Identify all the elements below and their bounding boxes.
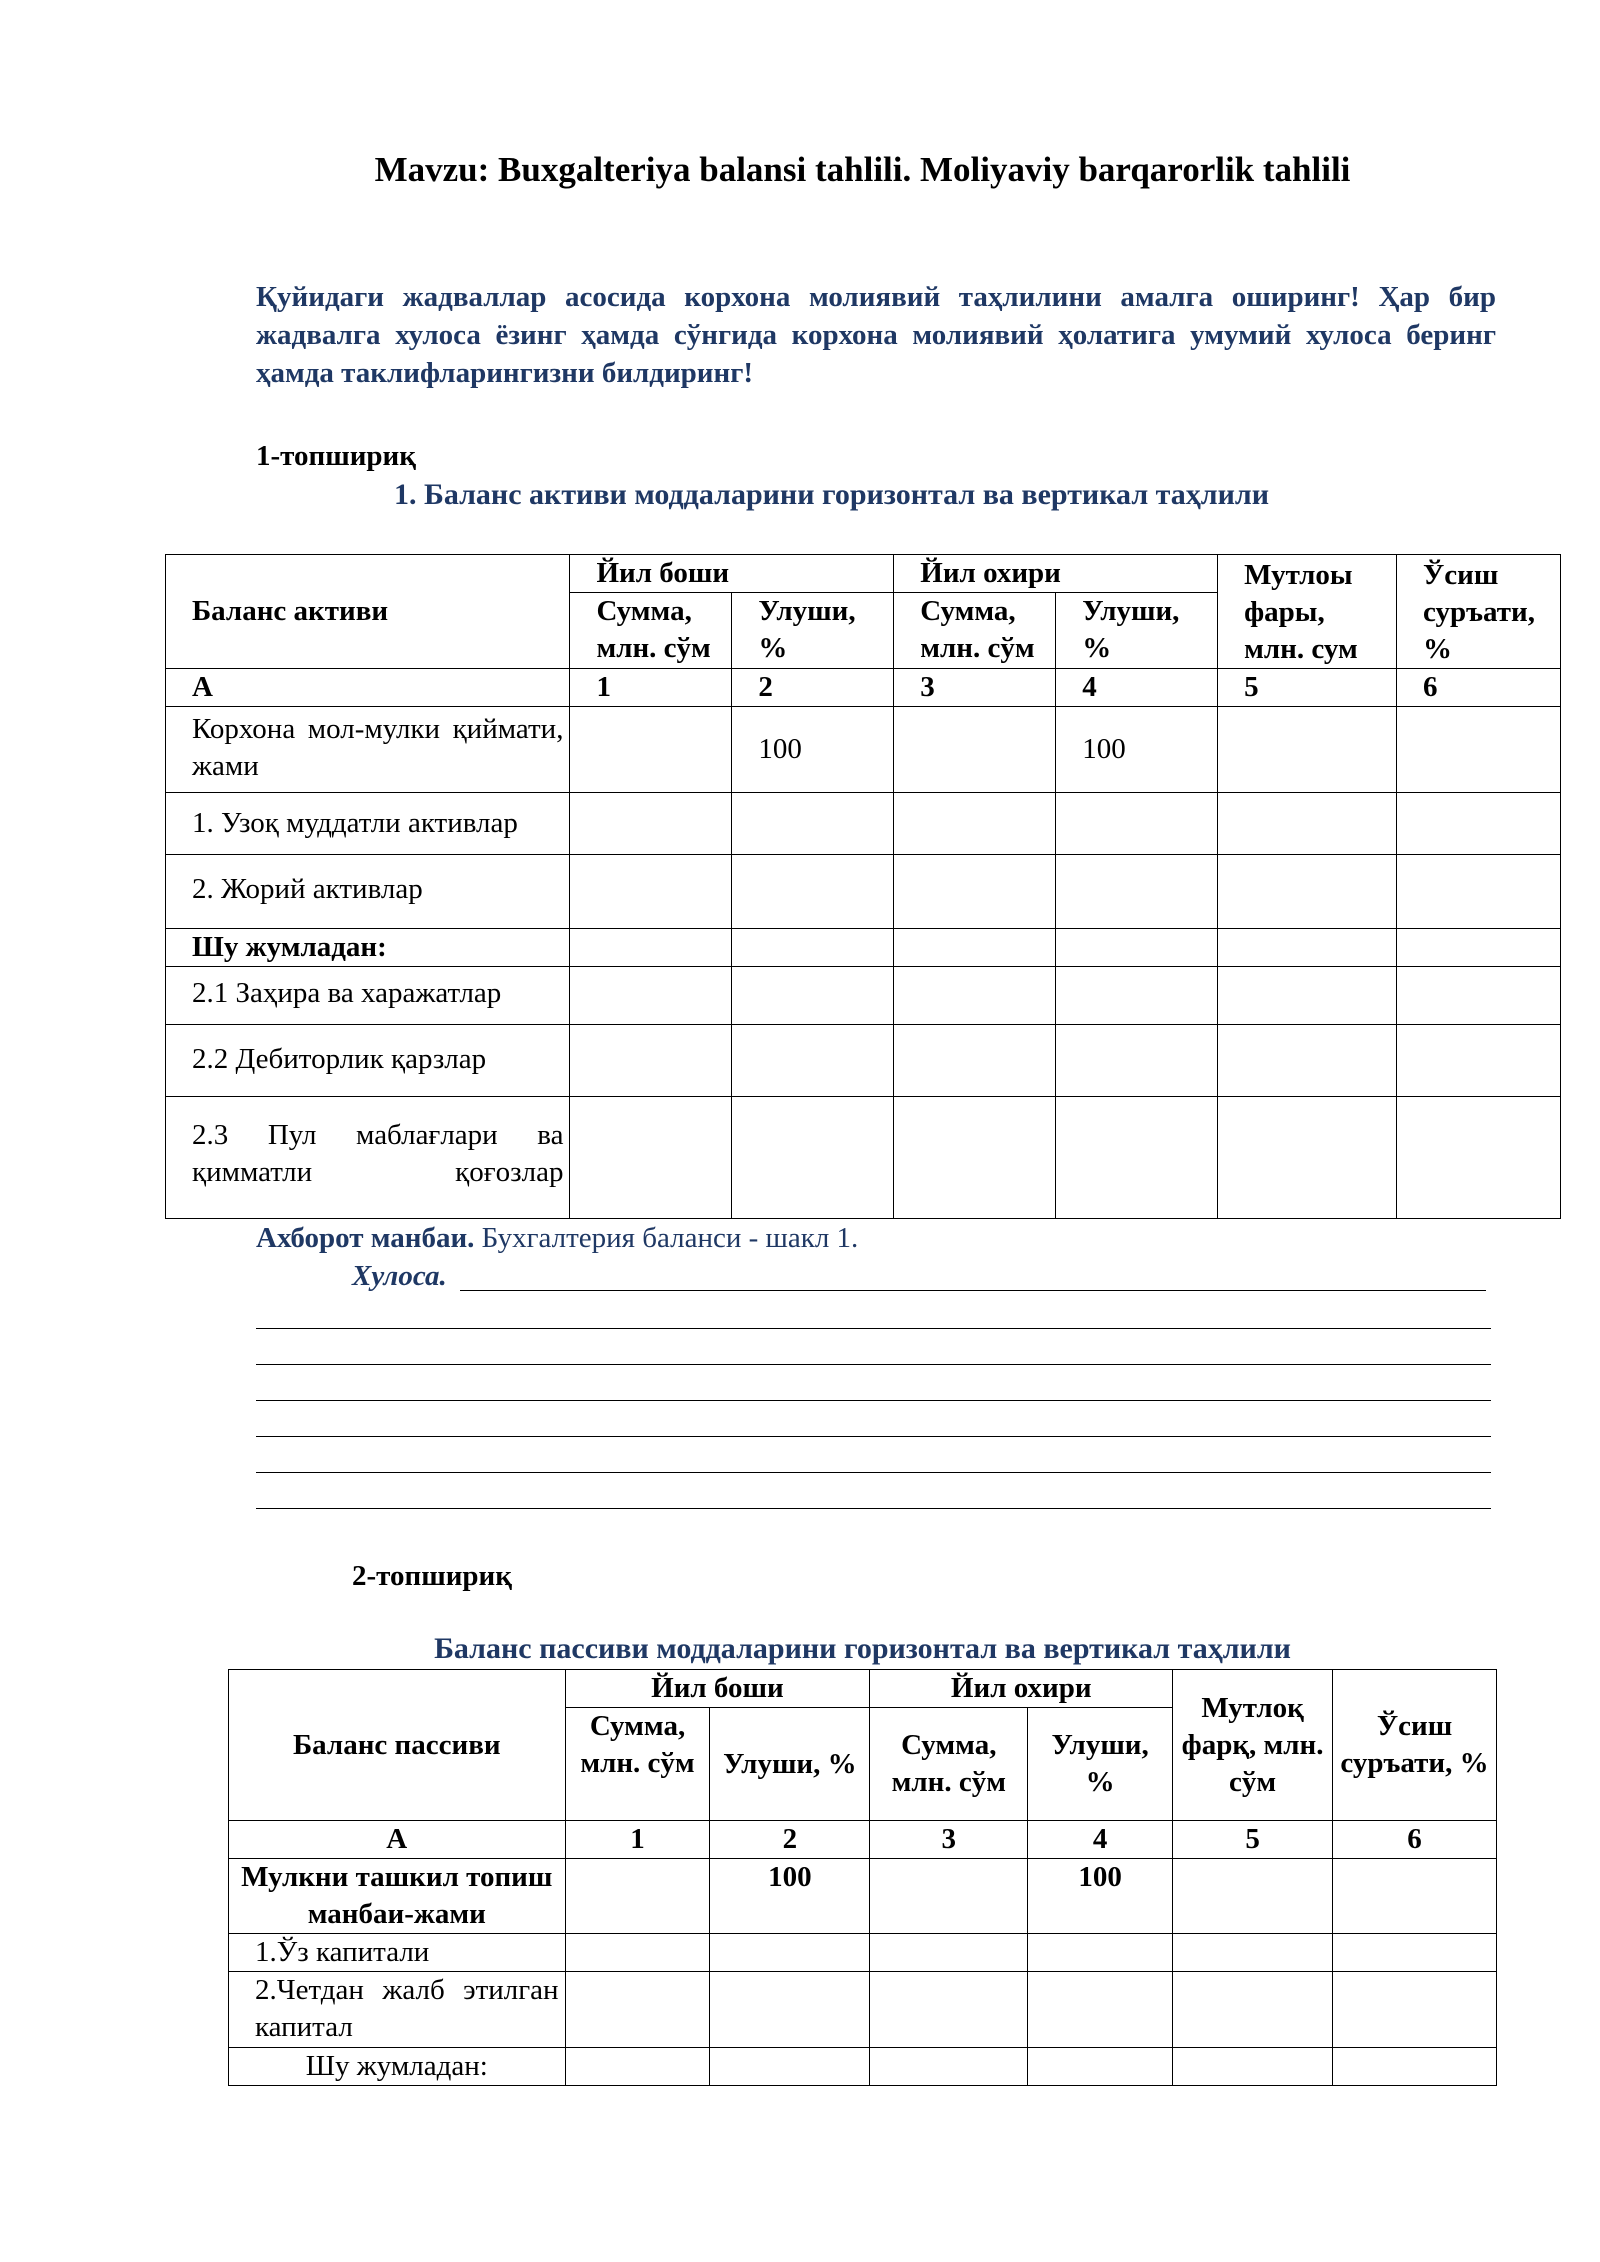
row-label: Мулкни ташкил топиш манбаи-жами [229,1859,566,1934]
row-label: Шу жумладан: [166,929,570,967]
col-header-sum: Сумма, млн. сўм [870,1708,1028,1821]
group-year-start: Йил боши [565,1670,870,1708]
col-number: А [166,669,570,707]
table-row [166,793,1561,855]
row-value: 100 [1056,707,1218,793]
col-header-share: Улуши, % [710,1708,870,1821]
row-label: 2.Четдан жалб этилган капитал [229,1972,566,2048]
row-value: 100 [1028,1859,1173,1934]
answer-line [256,1508,1491,1509]
col-header-main: Баланс пассиви [229,1670,566,1821]
row-label: 2.2 Дебиторлик қарзлар [166,1025,570,1097]
row-label: 2. Жорий активлар [166,855,570,929]
group-year-end: Йил охири [870,1670,1173,1708]
col-number: 6 [1333,1821,1497,1859]
col-number: 5 [1173,1821,1333,1859]
col-header-share: Улуши, % [732,593,894,669]
col-header-abs: Мутлоы фары, млн. сум [1218,555,1397,669]
table-row [166,707,1561,793]
source-note [256,1222,858,1255]
liabilities-table [228,1669,1497,2086]
col-number: 4 [1056,669,1218,707]
task1-subtitle: 1. Баланс активи моддаларини горизонтал ва вертикал таҳлили [394,478,1269,511]
answer-line [256,1436,1491,1437]
col-header-share: Улуши, % [1028,1708,1173,1821]
col-number: 2 [710,1821,870,1859]
table-row [229,1934,1497,1972]
col-number: 1 [565,1821,710,1859]
task2-subtitle: Баланс пассиви моддаларини горизонтал ва вертикал таҳлили [434,1632,1291,1665]
row-label: 2.1 Заҳира ва харажатлар [166,967,570,1025]
table-row [229,2048,1497,2086]
answer-line [256,1400,1491,1401]
table-row [166,855,1561,929]
col-number: 6 [1397,669,1561,707]
col-header-share: Улуши, % [1056,593,1218,669]
table-row [166,967,1561,1025]
row-label: 2.3 Пул маблағлари ва қимматли қоғозлар [166,1097,570,1219]
table-row [229,1859,1497,1934]
conclusion-label: Хулоса. [352,1260,447,1292]
col-header-abs: Мутлоқ фарқ, млн. сўм [1173,1670,1333,1821]
answer-line [256,1364,1491,1365]
instruction-text: Қуйидаги жадваллар асосида корхона молиявий таҳлилини амалга оширинг! Ҳар бир жадвалга хулоса ёзинг ҳамда сўнгида корхона молиявий ҳолатига умумий хулоса беринг ҳамда таклифларингизни билдиринг! [256,281,1496,389]
col-number: 3 [894,669,1056,707]
row-value: 100 [732,707,894,793]
col-header-sum: Сумма, млн. сўм [570,593,732,669]
col-number: 3 [870,1821,1028,1859]
answer-line [256,1328,1491,1329]
col-header-growth: Ўсиш суръати, % [1333,1670,1497,1821]
col-header-sum: Сумма, млн. сўм [565,1708,710,1821]
row-value: 100 [710,1859,870,1934]
col-number: 5 [1218,669,1397,707]
page-title: Mavzu: Buxgalteriya balansi tahlili. Moliyaviy barqarorlik tahlili [374,150,1351,189]
row-label: 1.Ўз капитали [229,1934,566,1972]
table-row [166,1097,1561,1219]
col-header-growth: Ўсиш суръати, % [1397,555,1561,669]
row-label: Шу жумладан: [229,2048,566,2086]
col-number: 1 [570,669,732,707]
col-header-main: Баланс активи [166,555,570,669]
group-year-start: Йил боши [570,555,894,593]
table-row [166,1025,1561,1097]
col-number: 2 [732,669,894,707]
table-row [166,929,1561,967]
assets-table [165,554,1561,1219]
col-number: А [229,1821,566,1859]
col-number: 4 [1028,1821,1173,1859]
col-header-sum: Сумма, млн. сўм [894,593,1056,669]
group-year-end: Йил охири [894,555,1218,593]
table-row [229,1972,1497,2048]
row-label: Корхона мол-мулки қиймати, жами [166,707,570,793]
answer-line [256,1472,1491,1473]
answer-line [460,1290,1486,1291]
task2-label: 2-топшириқ [352,1560,512,1592]
source-text: Бухгалтерия баланси - шакл 1. [474,1222,859,1254]
task1-label: 1-топшириқ [256,440,416,472]
row-label: 1. Узоқ муддатли активлар [166,793,570,855]
source-label: Ахборот манбаи. [256,1222,475,1254]
